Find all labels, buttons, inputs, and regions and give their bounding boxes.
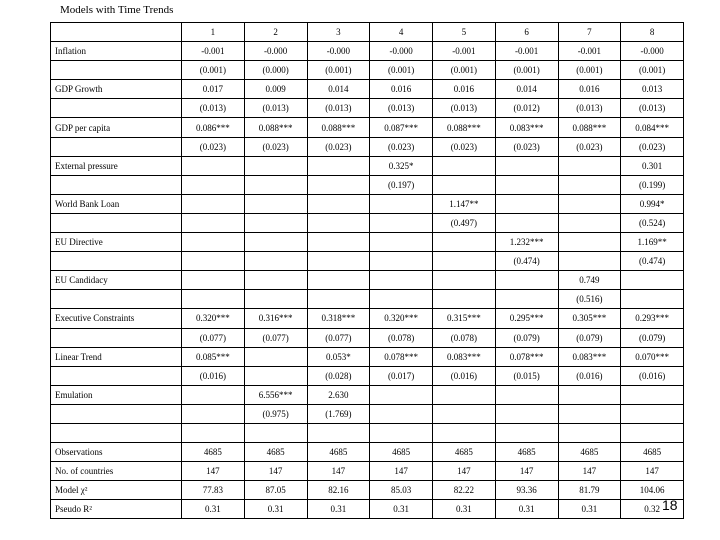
- table-cell: 147: [495, 462, 558, 481]
- table-cell: [307, 290, 370, 309]
- table-row: [51, 137, 684, 156]
- table-cell: (0.077): [182, 328, 245, 347]
- table-cell: (0.001): [621, 61, 684, 80]
- table-cell: [182, 233, 245, 252]
- table-cell: 0.31: [307, 500, 370, 519]
- table-cell: (0.023): [307, 137, 370, 156]
- table-cell: [370, 252, 433, 271]
- table-cell: [370, 423, 433, 442]
- table-cell: [182, 404, 245, 423]
- table-cell: 0.083***: [433, 347, 496, 366]
- table-cell: [433, 175, 496, 194]
- table-cell: (0.016): [182, 366, 245, 385]
- table-cell: 0.325*: [370, 156, 433, 175]
- table-cell: [182, 423, 245, 442]
- page-number: 18: [662, 497, 678, 513]
- table-cell: (0.078): [370, 328, 433, 347]
- table-cell: (0.013): [370, 99, 433, 118]
- row-label: [51, 99, 182, 118]
- table-row: [51, 423, 684, 442]
- table-cell: 147: [370, 462, 433, 481]
- table-cell: 0.016: [370, 80, 433, 99]
- table-cell: [244, 213, 307, 232]
- table-cell: [621, 290, 684, 309]
- table-cell: 0.087***: [370, 118, 433, 137]
- table-cell: 0.016: [433, 80, 496, 99]
- table-cell: (0.013): [182, 99, 245, 118]
- table-cell: [244, 347, 307, 366]
- table-cell: 4685: [370, 443, 433, 462]
- table-cell: [433, 252, 496, 271]
- table-cell: 82.16: [307, 481, 370, 500]
- table-cell: [244, 194, 307, 213]
- table-cell: [621, 404, 684, 423]
- table-cell: [495, 213, 558, 232]
- table-cell: [370, 385, 433, 404]
- table-cell: [307, 213, 370, 232]
- table-cell: [370, 271, 433, 290]
- table-cell: [558, 385, 621, 404]
- table-title: Models with Time Trends: [60, 4, 174, 16]
- table-cell: 85.03: [370, 481, 433, 500]
- table-cell: 93.36: [495, 481, 558, 500]
- table-cell: -0.001: [182, 42, 245, 61]
- regression-table: [50, 22, 684, 519]
- table-cell: (0.474): [621, 252, 684, 271]
- table-cell: 0.305***: [558, 309, 621, 328]
- table-row: [51, 462, 684, 481]
- table-cell: (0.516): [558, 290, 621, 309]
- table-row: [51, 233, 684, 252]
- table-row: [51, 156, 684, 175]
- table-cell: (0.023): [182, 137, 245, 156]
- table-cell: (0.017): [370, 366, 433, 385]
- table-cell: [558, 213, 621, 232]
- table-cell: 81.79: [558, 481, 621, 500]
- table-cell: [495, 290, 558, 309]
- table-row: [51, 99, 684, 118]
- table-cell: [621, 271, 684, 290]
- table-cell: 0.315***: [433, 309, 496, 328]
- table-cell: 4685: [307, 443, 370, 462]
- table-cell: 0.994*: [621, 194, 684, 213]
- table-cell: (0.023): [558, 137, 621, 156]
- table-cell: [182, 175, 245, 194]
- table-cell: [182, 290, 245, 309]
- table-cell: 4685: [558, 443, 621, 462]
- table-cell: 0.31: [558, 500, 621, 519]
- table-cell: [307, 233, 370, 252]
- table-row: [51, 80, 684, 99]
- table-row: [51, 213, 684, 232]
- row-label: [51, 366, 182, 385]
- table-cell: (0.023): [244, 137, 307, 156]
- table-cell: (0.001): [433, 61, 496, 80]
- table-cell: 0.014: [307, 80, 370, 99]
- table-row: [51, 271, 684, 290]
- row-label: Linear Trend: [51, 347, 182, 366]
- table-row: [51, 61, 684, 80]
- table-row: [51, 366, 684, 385]
- table-row: [51, 443, 684, 462]
- table-cell: (0.000): [244, 61, 307, 80]
- table-cell: [558, 404, 621, 423]
- table-cell: -0.000: [621, 42, 684, 61]
- table-cell: [307, 252, 370, 271]
- table-cell: 1.169**: [621, 233, 684, 252]
- table-row: [51, 385, 684, 404]
- row-label: [51, 328, 182, 347]
- table-cell: [433, 156, 496, 175]
- table-cell: [621, 385, 684, 404]
- table-cell: [433, 404, 496, 423]
- row-label: [51, 404, 182, 423]
- table-row: [51, 194, 684, 213]
- table-cell: (1.769): [307, 404, 370, 423]
- table-row: [51, 404, 684, 423]
- table-cell: [182, 156, 245, 175]
- table-cell: [495, 385, 558, 404]
- table-cell: 2.630: [307, 385, 370, 404]
- table-cell: 0.31: [433, 500, 496, 519]
- table-cell: 0.31: [495, 500, 558, 519]
- table-row: [51, 290, 684, 309]
- table-cell: 0.31: [244, 500, 307, 519]
- table-cell: (0.079): [495, 328, 558, 347]
- table-cell: [433, 233, 496, 252]
- row-label: [51, 213, 182, 232]
- row-label: [51, 423, 182, 442]
- table-cell: (0.079): [621, 328, 684, 347]
- table-cell: [433, 423, 496, 442]
- table-cell: (0.975): [244, 404, 307, 423]
- table-cell: (0.497): [433, 213, 496, 232]
- row-label: Inflation: [51, 42, 182, 61]
- table-cell: -0.000: [307, 42, 370, 61]
- table-cell: (0.199): [621, 175, 684, 194]
- row-label: Pseudo R²: [51, 500, 182, 519]
- table-cell: [307, 423, 370, 442]
- table-cell: 0.31: [370, 500, 433, 519]
- table-cell: -0.000: [244, 42, 307, 61]
- table-cell: (0.524): [621, 213, 684, 232]
- row-label: [51, 137, 182, 156]
- table-cell: 0.31: [182, 500, 245, 519]
- table-cell: [244, 366, 307, 385]
- row-label: [51, 290, 182, 309]
- row-label: No. of countries: [51, 462, 182, 481]
- column-header: 8: [621, 23, 684, 42]
- table-cell: 147: [182, 462, 245, 481]
- table-cell: [558, 194, 621, 213]
- table-cell: 0.320***: [370, 309, 433, 328]
- table-cell: (0.078): [433, 328, 496, 347]
- table-cell: (0.028): [307, 366, 370, 385]
- table-cell: [182, 385, 245, 404]
- table-row: [51, 175, 684, 194]
- table-cell: 147: [433, 462, 496, 481]
- table-row: [51, 118, 684, 137]
- table-cell: 82.22: [433, 481, 496, 500]
- table-cell: [558, 423, 621, 442]
- table-cell: 77.83: [182, 481, 245, 500]
- table-cell: (0.474): [495, 252, 558, 271]
- table-cell: 0.32: [621, 500, 684, 519]
- table-cell: [370, 194, 433, 213]
- row-label: EU Directive: [51, 233, 182, 252]
- table-row: [51, 481, 684, 500]
- table-cell: [433, 385, 496, 404]
- table-cell: -0.001: [433, 42, 496, 61]
- table-cell: (0.015): [495, 366, 558, 385]
- table-cell: (0.077): [307, 328, 370, 347]
- table-cell: [495, 271, 558, 290]
- table-cell: 147: [558, 462, 621, 481]
- row-label: GDP Growth: [51, 80, 182, 99]
- table-cell: 0.088***: [307, 118, 370, 137]
- table-cell: [495, 423, 558, 442]
- table-cell: [182, 271, 245, 290]
- header-row: [51, 23, 684, 42]
- table-cell: [370, 290, 433, 309]
- table-cell: (0.023): [370, 137, 433, 156]
- table-cell: [244, 175, 307, 194]
- table-cell: (0.001): [558, 61, 621, 80]
- row-label: World Bank Loan: [51, 194, 182, 213]
- table-cell: 0.070***: [621, 347, 684, 366]
- table-cell: (0.013): [433, 99, 496, 118]
- table-cell: (0.001): [370, 61, 433, 80]
- table-cell: [244, 252, 307, 271]
- table-cell: [495, 156, 558, 175]
- table-cell: 0.295***: [495, 309, 558, 328]
- table-cell: [370, 404, 433, 423]
- table-cell: 0.088***: [558, 118, 621, 137]
- table-cell: [558, 156, 621, 175]
- table-cell: 0.083***: [558, 347, 621, 366]
- header-corner: [51, 23, 182, 42]
- table-cell: (0.001): [307, 61, 370, 80]
- table-row: [51, 328, 684, 347]
- table-cell: 0.017: [182, 80, 245, 99]
- row-label: GDP per capita: [51, 118, 182, 137]
- table-cell: (0.013): [307, 99, 370, 118]
- table-cell: [558, 252, 621, 271]
- table-cell: [495, 194, 558, 213]
- table-cell: 87.05: [244, 481, 307, 500]
- table-cell: (0.023): [433, 137, 496, 156]
- table-cell: -0.001: [558, 42, 621, 61]
- table-cell: 0.086***: [182, 118, 245, 137]
- table-cell: 0.016: [558, 80, 621, 99]
- table-cell: -0.000: [370, 42, 433, 61]
- table-cell: (0.016): [558, 366, 621, 385]
- table-cell: (0.013): [621, 99, 684, 118]
- table-cell: [558, 175, 621, 194]
- table-cell: [182, 194, 245, 213]
- table-cell: 0.078***: [495, 347, 558, 366]
- table-cell: (0.001): [495, 61, 558, 80]
- table-cell: (0.016): [433, 366, 496, 385]
- table-cell: [182, 252, 245, 271]
- table-cell: 0.013: [621, 80, 684, 99]
- table-cell: (0.012): [495, 99, 558, 118]
- table-cell: 1.232***: [495, 233, 558, 252]
- table-cell: [244, 156, 307, 175]
- table-cell: 0.085***: [182, 347, 245, 366]
- column-header: 6: [495, 23, 558, 42]
- table-cell: 147: [244, 462, 307, 481]
- table-cell: [244, 423, 307, 442]
- table-cell: 0.301: [621, 156, 684, 175]
- table-row: [51, 500, 684, 519]
- table-row: [51, 347, 684, 366]
- column-header: 7: [558, 23, 621, 42]
- table-cell: [244, 290, 307, 309]
- column-header: 5: [433, 23, 496, 42]
- table-cell: [244, 233, 307, 252]
- table-cell: 0.009: [244, 80, 307, 99]
- table-cell: (0.001): [182, 61, 245, 80]
- row-label: Observations: [51, 443, 182, 462]
- table-cell: [370, 213, 433, 232]
- table-cell: 147: [621, 462, 684, 481]
- table-cell: 0.053*: [307, 347, 370, 366]
- row-label: [51, 175, 182, 194]
- row-label: EU Candidacy: [51, 271, 182, 290]
- table-row: [51, 42, 684, 61]
- table-cell: [182, 213, 245, 232]
- table-cell: -0.001: [495, 42, 558, 61]
- table-cell: [558, 233, 621, 252]
- table-cell: 0.316***: [244, 309, 307, 328]
- table-cell: (0.079): [558, 328, 621, 347]
- table-cell: 4685: [182, 443, 245, 462]
- column-header: 2: [244, 23, 307, 42]
- row-label: [51, 252, 182, 271]
- table-cell: 0.088***: [433, 118, 496, 137]
- table-cell: 4685: [433, 443, 496, 462]
- table-cell: 0.083***: [495, 118, 558, 137]
- table-cell: [433, 290, 496, 309]
- table-cell: [495, 175, 558, 194]
- table-cell: [307, 156, 370, 175]
- column-header: 4: [370, 23, 433, 42]
- row-label: Executive Constraints: [51, 309, 182, 328]
- table-cell: 0.320***: [182, 309, 245, 328]
- column-header: 3: [307, 23, 370, 42]
- table-cell: 4685: [244, 443, 307, 462]
- column-header: 1: [182, 23, 245, 42]
- row-label: Emulation: [51, 385, 182, 404]
- table-cell: [495, 404, 558, 423]
- table-row: [51, 252, 684, 271]
- table-cell: 4685: [495, 443, 558, 462]
- table-cell: 0.014: [495, 80, 558, 99]
- row-label: Model χ²: [51, 481, 182, 500]
- table-cell: 0.749: [558, 271, 621, 290]
- table-cell: 0.318***: [307, 309, 370, 328]
- table-cell: 6.556***: [244, 385, 307, 404]
- table-cell: 0.084***: [621, 118, 684, 137]
- table-cell: 4685: [621, 443, 684, 462]
- table-cell: (0.013): [558, 99, 621, 118]
- row-label: External pressure: [51, 156, 182, 175]
- table-cell: 0.293***: [621, 309, 684, 328]
- table-row: [51, 309, 684, 328]
- table-cell: (0.023): [495, 137, 558, 156]
- table-cell: [307, 194, 370, 213]
- table-cell: (0.023): [621, 137, 684, 156]
- table-cell: 104.06: [621, 481, 684, 500]
- row-label: [51, 61, 182, 80]
- table-cell: (0.077): [244, 328, 307, 347]
- table-cell: [370, 233, 433, 252]
- table-cell: 1.147**: [433, 194, 496, 213]
- table-cell: [307, 175, 370, 194]
- table-cell: [433, 271, 496, 290]
- table-cell: 147: [307, 462, 370, 481]
- table-cell: 0.078***: [370, 347, 433, 366]
- table-cell: [244, 271, 307, 290]
- table-cell: 0.088***: [244, 118, 307, 137]
- table-cell: [621, 423, 684, 442]
- table-cell: (0.016): [621, 366, 684, 385]
- table-cell: (0.197): [370, 175, 433, 194]
- table-cell: [307, 271, 370, 290]
- table-cell: (0.013): [244, 99, 307, 118]
